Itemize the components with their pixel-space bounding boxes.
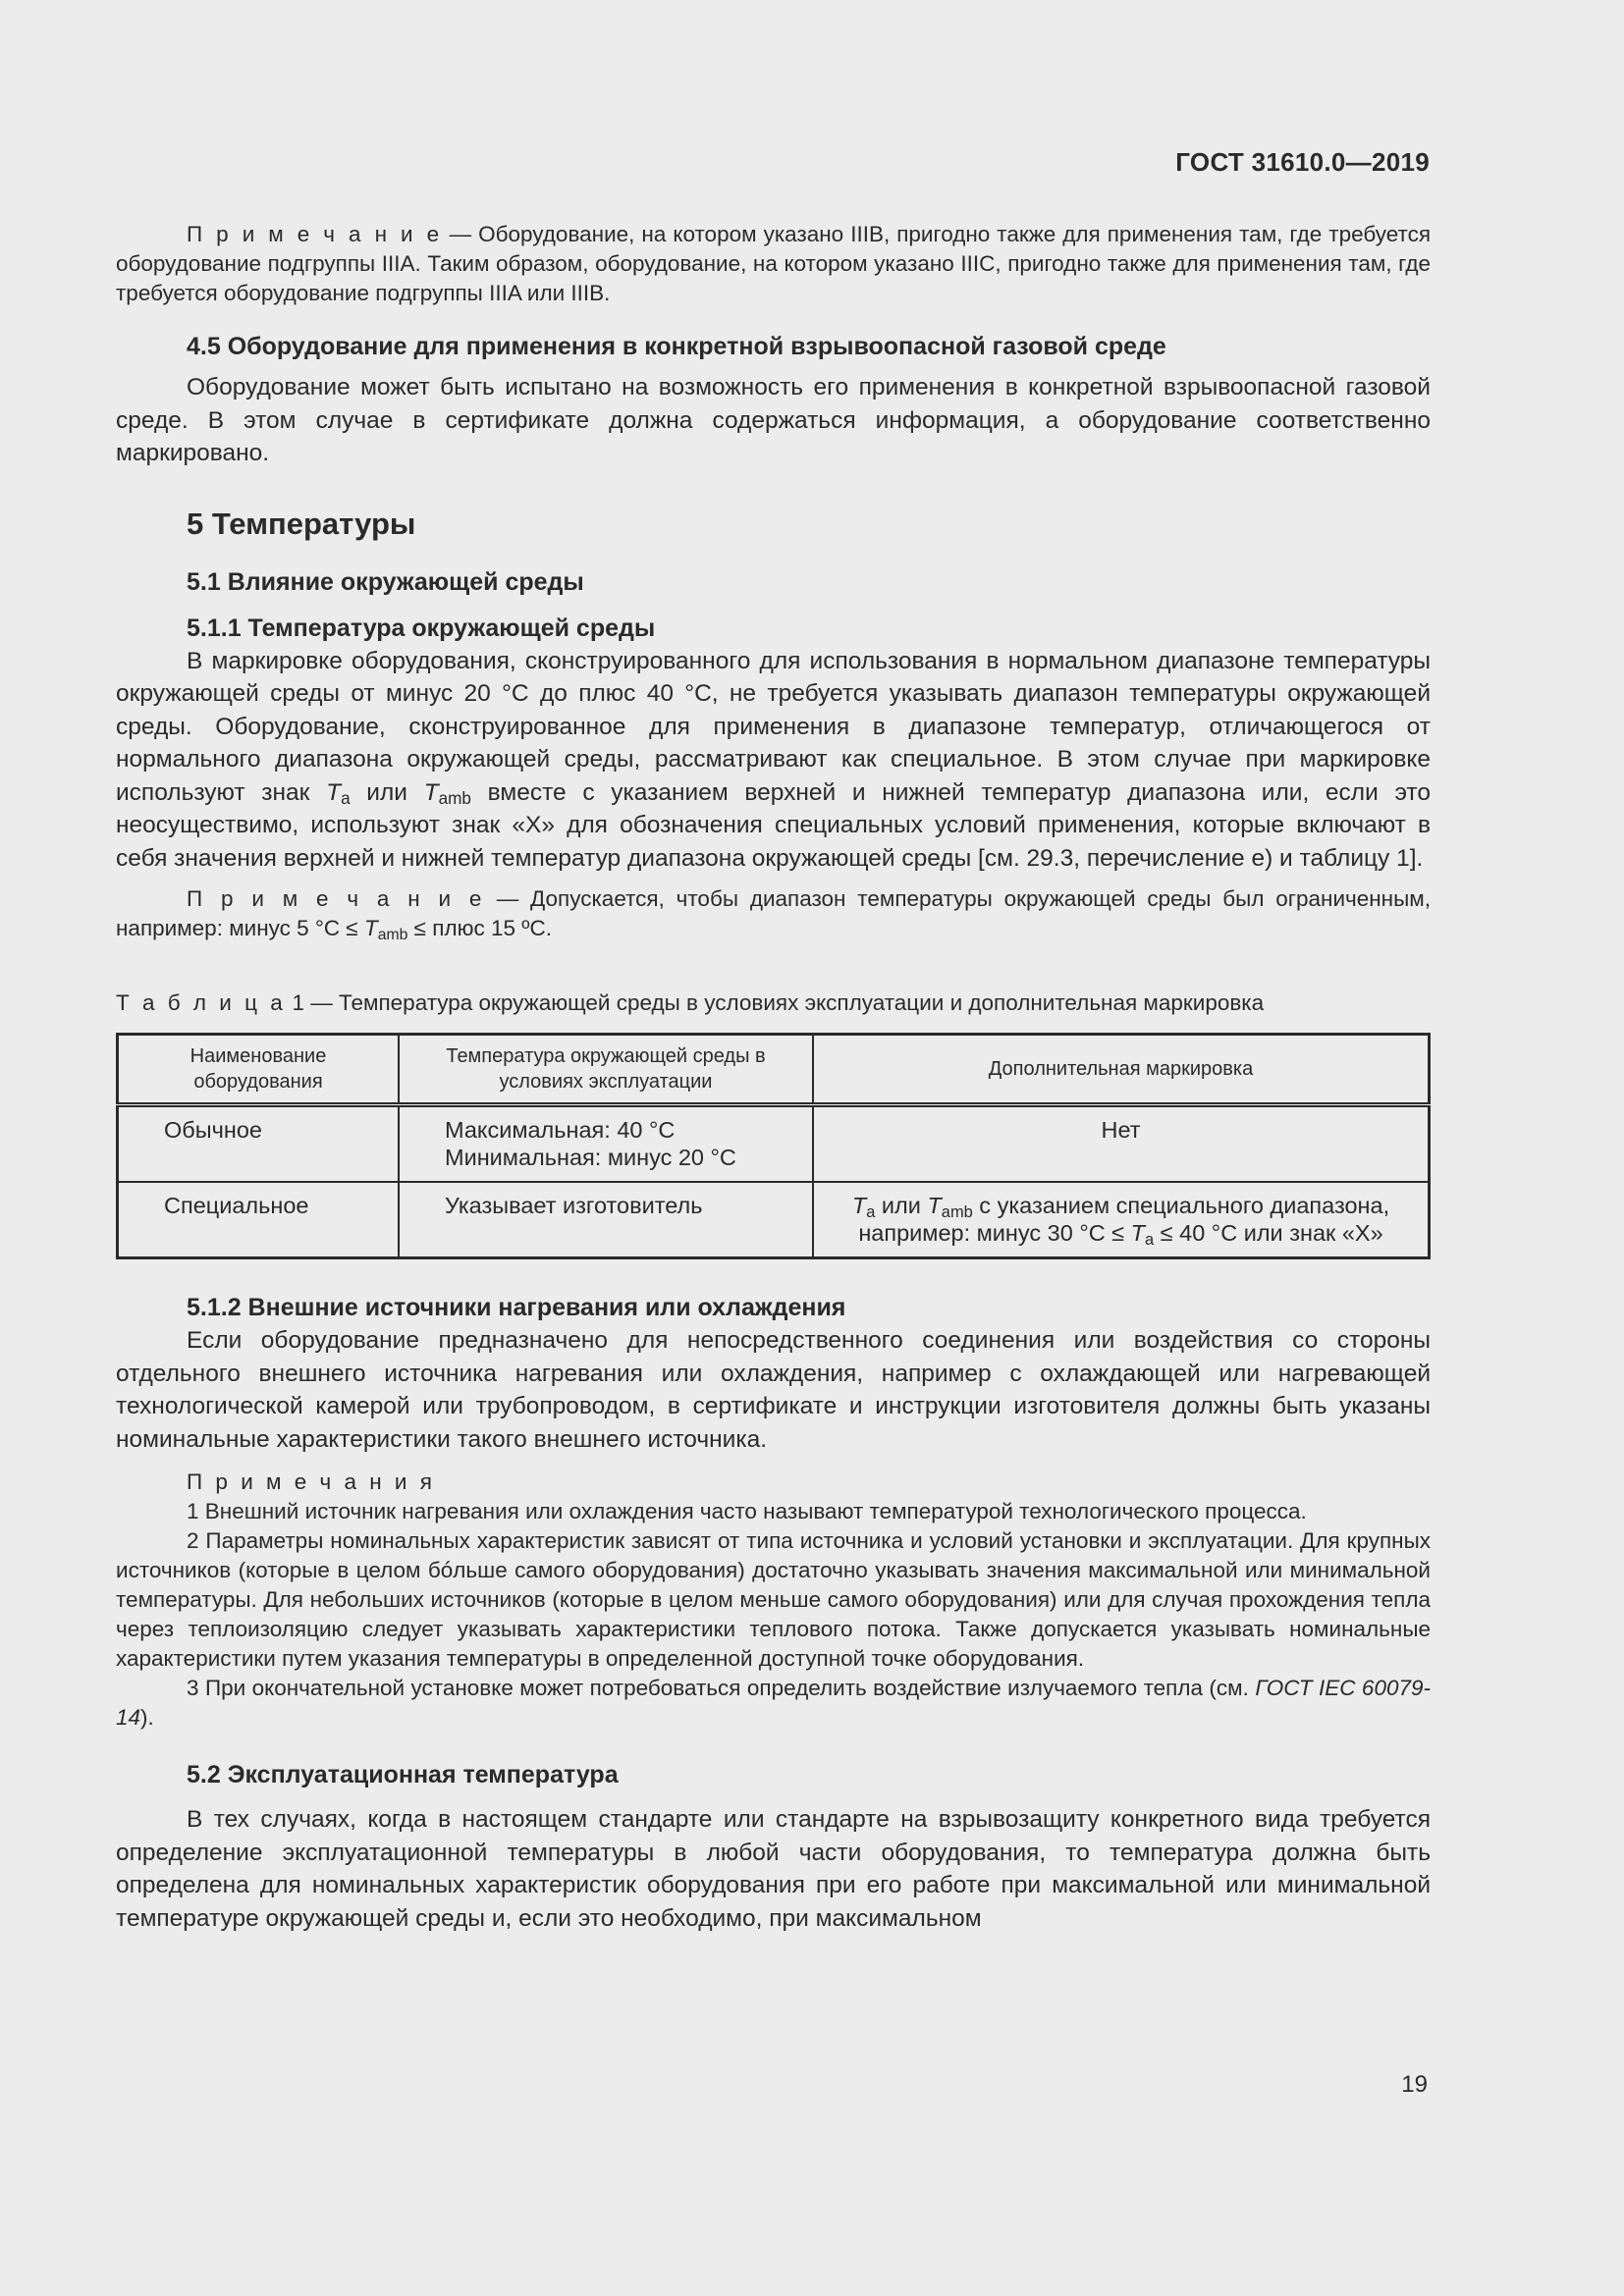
note-ambient-range [116,884,1431,943]
text-part: ). [140,1705,154,1730]
table-header-cell: Температура окружающей среды в условиях эксплуатации [399,1035,813,1105]
table-header-cell: Дополнительная маркировка [813,1035,1430,1105]
table-1 [116,1033,1431,1259]
table-row [118,1182,1430,1258]
section-5-1-1-title: 5.1.1 Температура окружающей среды [187,614,656,642]
section-5-1-1-text [116,645,1431,876]
text-part: вместе с указанием верхней и нижней температур диапазона или, если это неосуществимо, используют знак «X» для обозначения специальных условий применения, которые включают в себя значения верхней и нижней температур диапазона окружающей среды [см. 29.3, перечисление е) и таблицу 1]. [116,778,1432,872]
marking-line-1 [824,1192,1418,1219]
section-5-1-2-text: Если оборудование предназначено для непосредственного соединения или воздействия со стороны отдельного внешнего источника нагревания или охлаждения, например с охлаждающей или нагревающей технологической камерой или трубопроводом, в сертификате и инструкции изготовителя должны быть указаны номинальные характеристики такого внешнего источника. [116,1327,1431,1453]
table-cell: Специальное [118,1182,400,1258]
section-5-2-text: В тех случаях, когда в настоящем стандарте или стандарте на взрывозащиту конкретного вида требуется определение эксплуатационной температуры в любой части оборудования, то температура должна быть определена для номинальных характеристик оборудования при его работе при максимальной или минимальной температуре окружающей среды и, если это необходимо, при максимальном [116,1806,1431,1932]
table-cell: Обычное [118,1105,400,1183]
subscript-amb: amb [377,927,408,943]
symbol-t: T [927,1193,942,1218]
subscript-amb: amb [941,1203,973,1221]
subscript-amb: amb [438,787,471,808]
subscript-a: a [341,787,351,808]
text-part: В маркировке оборудования, сконструированного для использования в нормальном диапазоне температуры окружающей среды от минус 20 °C до плюс 40 °C, не требуется указывать диапазон температуры окружающей среды. Оборудование, сконструированное для применения в диапазоне температур, отличающегося от нормального диапазона окружающей среды, рассматривают как специальное. В этом случае при маркировке используют знак [116,647,1431,806]
text-part: или [350,778,424,806]
text-part: с указанием специального диапазона, [972,1193,1390,1218]
table-caption-text: 1 — Температура окружающей среды в условиях эксплуатации и дополнительная маркировка [286,990,1265,1015]
notes-block [116,1468,1431,1733]
note-text: — Оборудование, на котором указано IIIB, пригодно также для применения там, где требуется оборудование подгруппы IIIA. Таким образом, оборудование, на котором указано IIIC, пригодно также для применения там, где требуется оборудование подгруппы IIIA или IIIB. [116,222,1431,305]
subscript-a: a [866,1203,876,1221]
text-part: например: минус 30 °C ≤ [858,1220,1131,1246]
symbol-t: T [423,778,439,806]
notes-label-text: П р и м е ч а н и я [187,1469,436,1494]
text-part: ≤ 40 °C или знак «X» [1154,1220,1383,1246]
temp-min: Минимальная: минус 20 °C [445,1145,736,1170]
table-cell [399,1105,813,1183]
text-part: — Допускается, чтобы диапазон температуры окружающей среды был ограниченным, например: минус 5 °C ≤ [116,886,1431,940]
section-5-1-2-title: 5.1.2 Внешние источники нагревания или охлаждения [187,1294,846,1321]
temp-max: Максимальная: 40 °C [445,1117,676,1143]
text-part: 3 При окончательной установке может потребоваться определить воздействие излучаемого тепла (см. [187,1676,1256,1700]
note-label: П р и м е ч а н и е [187,222,443,246]
page-number: 19 [1401,2071,1428,2098]
section-4-5-text: Оборудование может быть испытано на возможность его применения в конкретной взрывоопасной газовой среде. В этом случае в сертификате должна содержаться информация, а оборудование соответственно маркировано. [116,374,1431,466]
symbol-t: T [326,778,342,806]
table-cell: Нет [813,1105,1430,1183]
symbol-t: T [851,1193,867,1218]
standard-header: ГОСТ 31610.0—2019 [1175,147,1430,177]
table-caption-label: Т а б л и ц а [116,990,287,1015]
table-cell: Указывает изготовитель [399,1182,813,1258]
text-part: или [875,1193,928,1218]
notes-label [116,1468,1431,1497]
table-cell [813,1182,1430,1258]
symbol-t: T [364,916,378,940]
note-item-1: 1 Внешний источник нагревания или охлаждения часто называют температурой технологического процесса. [187,1499,1307,1523]
symbol-t: T [1130,1220,1146,1246]
table-header-cell: Наименование оборудования [118,1035,400,1105]
table-header-row [118,1035,1430,1105]
section-5-title: 5 Температуры [187,506,416,541]
table-row [118,1105,1430,1183]
note-subgroups [116,220,1431,308]
marking-line-2 [824,1219,1418,1247]
subscript-a: a [1145,1231,1155,1249]
section-5-2-title: 5.2 Эксплуатационная температура [187,1761,619,1789]
section-4-5-title: 4.5 Оборудование для применения в конкретной взрывоопасной газовой среде [187,333,1166,360]
section-5-1-title: 5.1 Влияние окружающей среды [187,567,584,596]
text-part: ≤ плюс 15 ºC. [407,916,552,940]
page-content [116,220,1431,1935]
reference-link: ГОСТ IEC 60079-14 [116,1676,1431,1730]
note-item-2: 2 Параметры номинальных характеристик зависят от типа источника и условий установки и эксплуатации. Для крупных источников (которые в целом бóльше самого оборудования) достаточно указывать значения максимальной или минимальной температуры. Для небольших источников (которые в целом меньше самого оборудования) или для случая прохождения тепла через теплоизоляцию следует указывать характеристики теплового потока. Также допускается указывать номинальные характеристики путем указания температуры в определенной доступной точке оборудования. [116,1528,1431,1671]
table-1-caption [116,988,1431,1018]
note-item-3 [116,1674,1431,1733]
note-label: П р и м е ч а н и е [187,886,485,911]
